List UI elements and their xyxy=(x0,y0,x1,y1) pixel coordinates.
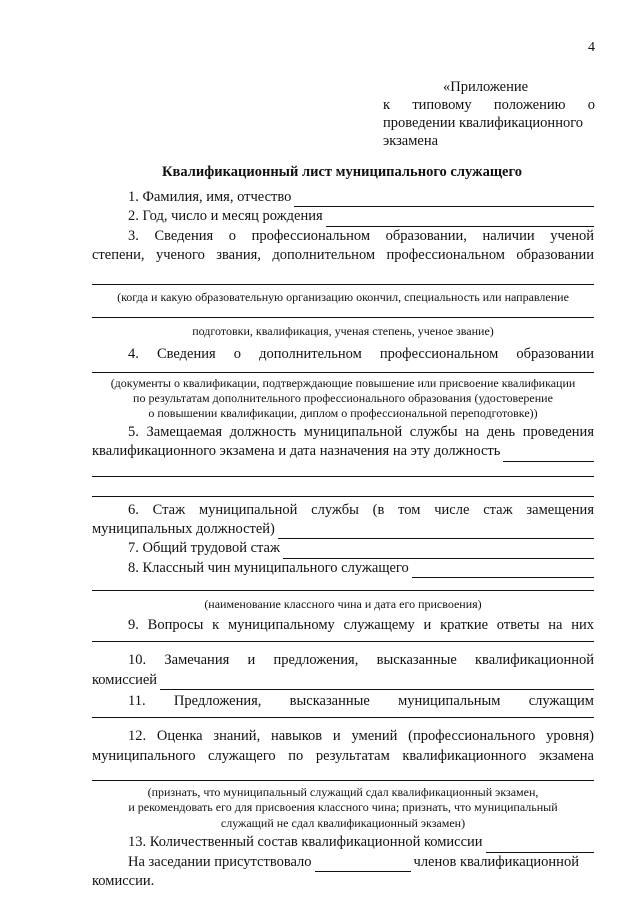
appendix-w4: о xyxy=(587,97,595,113)
add-edu-note-2: по результатам дополнительного профессионального образования (удостоверение xyxy=(133,391,553,406)
item-5-line-2 xyxy=(92,442,594,461)
label-birth-date: 2. Год, число и месяц рождения xyxy=(128,208,323,225)
education-field[interactable] xyxy=(92,270,594,285)
commission-size-field[interactable] xyxy=(486,838,594,853)
education-note-2: подготовки, квалификация, ученая степень, ученое звание) xyxy=(192,324,494,339)
assessment-field[interactable] xyxy=(92,766,594,781)
item-10-line-1: 10. Замечания и предложения, высказанные квалификационной xyxy=(128,652,594,669)
i11-w3: высказанные xyxy=(289,693,370,710)
page-number: 4 xyxy=(588,40,595,55)
appendix-w2: типовому xyxy=(412,97,472,113)
questions-field[interactable] xyxy=(92,635,594,642)
assessment-note-3: служащий не сдал квалификационный экзамен) xyxy=(220,815,466,830)
item-14 xyxy=(92,853,594,872)
item-8 xyxy=(92,559,594,578)
appendix-line-4: экзамена xyxy=(383,133,439,149)
proposals-field[interactable] xyxy=(92,711,594,718)
item-3-line-2: степени, ученого звания, дополнительном профессиональном образовании xyxy=(92,246,594,263)
additional-education-field[interactable] xyxy=(92,364,594,373)
position-field-2[interactable] xyxy=(92,462,594,477)
item-4: 4. Сведения о дополнительном профессиональном образовании xyxy=(128,345,594,362)
add-edu-note-1: (документы о квалификации, подтверждающие повышение или присвоение квалификации xyxy=(110,376,576,391)
members-present-field[interactable] xyxy=(315,857,411,872)
i11-w5: служащим xyxy=(528,693,594,710)
item-6-line-1: 6. Стаж муниципальной службы (в том числе стаж замещения xyxy=(128,501,594,518)
assessment-note-2: и рекомендовать его для присвоения классного чина; признать, что муниципальный xyxy=(128,800,558,815)
appendix-heading: «Приложение xyxy=(443,79,529,95)
form-title: Квалификационный лист муниципального служащего xyxy=(162,164,522,180)
i11-w1: 11. xyxy=(128,693,146,710)
label-commission-size: 13. Количественный состав квалификационной комиссии xyxy=(128,834,483,851)
position-field[interactable] xyxy=(503,447,594,462)
class-rank-note: (наименование классного чина и дата его присвоения) xyxy=(204,596,482,611)
appendix-w1: к xyxy=(383,97,391,113)
position-field-3[interactable] xyxy=(92,482,594,497)
item-2 xyxy=(92,207,594,226)
label-commission: комиссией xyxy=(92,671,158,688)
i11-w4: муниципальным xyxy=(398,693,501,710)
full-name-field[interactable] xyxy=(294,192,594,207)
add-edu-note-3: о повышении квалификации, диплом о профессиональной переподготовке)) xyxy=(148,406,538,421)
appendix-line-3: проведении квалификационного xyxy=(383,115,584,131)
item-14-line-2: комиссии. xyxy=(92,873,155,890)
label-members: членов квалификационной xyxy=(413,853,579,870)
label-class-rank: 8. Классный чин муниципального служащего xyxy=(128,559,409,576)
label-present: На заседании присутствовало xyxy=(128,853,312,870)
i11-w2: Предложения, xyxy=(173,693,262,710)
education-field-2[interactable] xyxy=(92,307,594,318)
item-10-line-2 xyxy=(92,671,594,690)
label-total-experience: 7. Общий трудовой стаж xyxy=(128,540,280,557)
service-length-field[interactable] xyxy=(278,524,594,539)
item-12-line-2: муниципального служащего по результатам квалификационного экзамена xyxy=(92,747,594,764)
assessment-note-1: (признать, что муниципальный служащий сдал квалификационный экзамен, xyxy=(147,784,539,799)
education-note-1: (когда и какую образовательную организацию окончил, специальность или направление xyxy=(117,290,569,305)
remarks-field[interactable] xyxy=(160,675,594,690)
label-position: квалификационного экзамена и дата назначения на эту должность xyxy=(92,443,501,460)
item-5-line-1: 5. Замещаемая должность муниципальной службы на день проведения xyxy=(128,424,594,441)
label-full-name: 1. Фамилия, имя, отчество xyxy=(128,189,292,205)
item-3-line-1: 3. Сведения о профессиональном образовании, наличии ученой xyxy=(128,227,594,244)
appendix-line-2 xyxy=(383,96,595,114)
appendix-line-1 xyxy=(383,78,595,96)
birth-date-field[interactable] xyxy=(326,212,594,227)
item-7 xyxy=(92,539,594,558)
appendix-w3: положению xyxy=(493,97,566,113)
item-9: 9. Вопросы к муниципальному служащему и краткие ответы на них xyxy=(128,617,594,634)
class-rank-field[interactable] xyxy=(412,563,594,578)
item-11 xyxy=(92,692,594,711)
label-service-length: муниципальных должностей) xyxy=(92,520,275,537)
item-13 xyxy=(92,833,594,852)
form-body xyxy=(92,188,594,891)
class-rank-field-2[interactable] xyxy=(92,578,594,591)
item-6-line-2 xyxy=(92,520,594,539)
total-experience-field[interactable] xyxy=(283,544,594,559)
item-1 xyxy=(92,188,594,207)
item-12-line-1: 12. Оценка знаний, навыков и умений (профессионального уровня) xyxy=(128,728,594,745)
